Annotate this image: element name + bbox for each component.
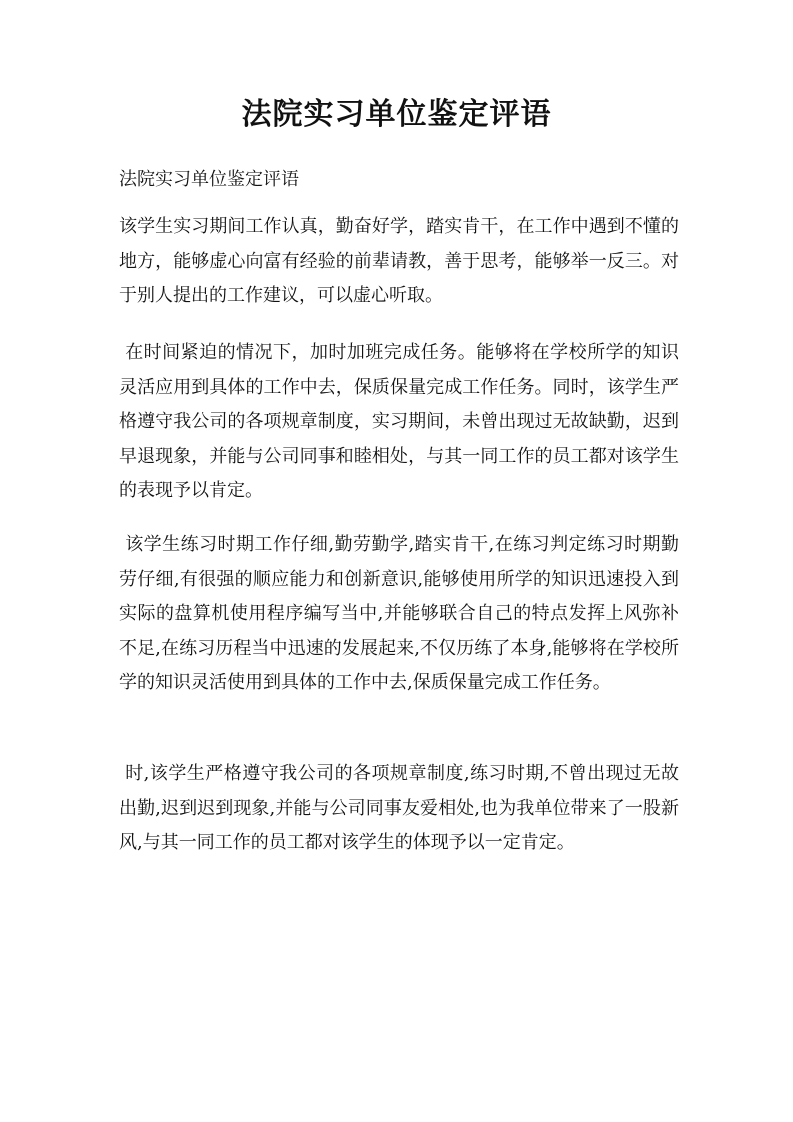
- paragraph-1: 该学生实习期间工作认真，勤奋好学，踏实肯干，在工作中遇到不懂的地方，能够虚心向富有经验的前辈请教，善于思考，能够举一反三。对于别人提出的工作建议，可以虚心听取。: [119, 216, 679, 306]
- paragraph-3: 该学生练习时期工作仔细,勤劳勤学,踏实肯干,在练习判定练习时期勤劳仔细,有很强的顺应能力和创新意识,能够使用所学的知识迅速投入到实际的盘算机使用程序编写当中,并能够联合自己的特点发挥上风弥补不足,在练习历程当中迅速的发展起来,不仅历练了本身,能够将在学校所学的知识灵活使用到具体的工作中去,保质保量完成工作任务。: [119, 534, 679, 693]
- page-title: 法院实习单位鉴定评语: [241, 97, 552, 132]
- document-subtitle: 法院实习单位鉴定评语: [119, 169, 299, 190]
- paragraph-2: 在时间紧迫的情况下，加时加班完成任务。能够将在学校所学的知识灵活应用到具体的工作中去，保质保量完成工作任务。同时，该学生严格遵守我公司的各项规章制度，实习期间，未曾出现过无故缺勤，迟到早退现象，并能与公司同事和睦相处，与其一同工作的员工都对该学生的表现予以肯定。: [119, 342, 679, 501]
- paragraph-4: 时,该学生严格遵守我公司的各项规章制度,练习时期,不曾出现过无故出勤,迟到迟到现象,并能与公司同事友爱相处,也为我单位带来了一股新风,与其一同工作的员工都对该学生的体现予以一定肯定。: [119, 763, 679, 853]
